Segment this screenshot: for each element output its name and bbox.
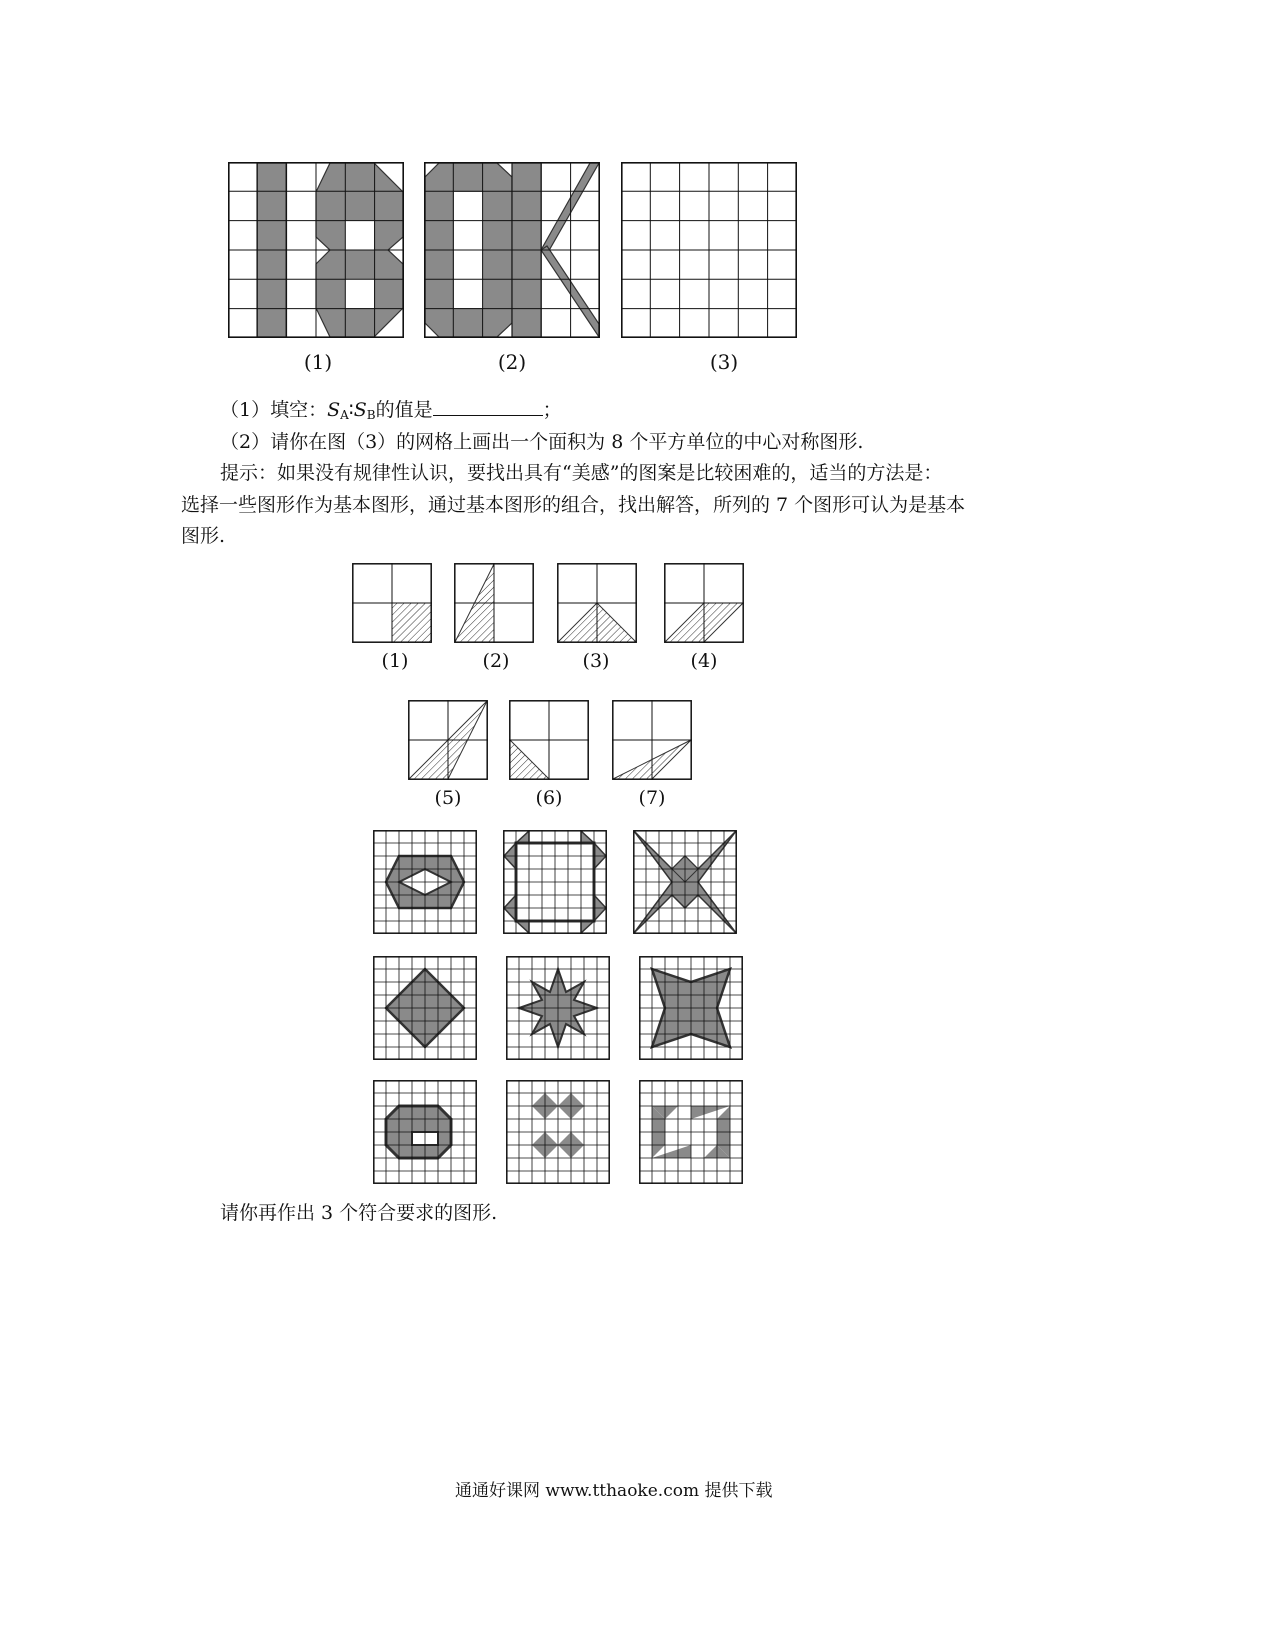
answer-blank[interactable]: [433, 397, 543, 416]
figure-1-18-grid: [228, 162, 404, 338]
figure-2-ok-grid: [424, 162, 600, 338]
figure-3-caption: (3): [709, 350, 739, 374]
example-pattern-four-diamonds: [506, 1080, 610, 1184]
basic-shape-4: [664, 563, 744, 643]
example-pattern-four-point-star: [639, 956, 743, 1060]
question-2: （2）请你在图（3）的网格上画出一个面积为 8 个平方单位的中心对称图形.: [220, 431, 864, 453]
example-pattern-square-frame: [503, 830, 607, 934]
question-1-end: ；: [542, 399, 562, 421]
figure-3-empty-grid: [621, 162, 797, 338]
example-pattern-octagon-ring: [373, 1080, 477, 1184]
question-1-prefix: （1）填空：: [220, 399, 328, 421]
basic-shape-3-caption: (3): [582, 650, 610, 672]
example-pattern-x-star: [633, 830, 737, 934]
basic-shape-6: [509, 700, 589, 780]
question-1-suffix: 的值是: [375, 399, 433, 421]
sa-subscript: A: [340, 408, 349, 422]
figure-1-caption: (1): [303, 350, 333, 374]
basic-shape-1: [352, 563, 432, 643]
basic-shape-7-caption: (7): [638, 787, 666, 809]
basic-shape-1-caption: (1): [381, 650, 409, 672]
example-pattern-eight-point-star: [506, 956, 610, 1060]
basic-shape-5-caption: (5): [434, 787, 462, 809]
question-1: [220, 395, 562, 422]
example-pattern-pinwheel: [639, 1080, 743, 1184]
sb-symbol: S: [353, 399, 367, 421]
hint-line-2: 选择一些图形作为基本图形，通过基本图形的组合，找出解答，所列的 7 个图形可认为是基本: [181, 494, 966, 516]
ratio-colon: ∶: [348, 399, 354, 421]
basic-shape-3: [557, 563, 637, 643]
basic-shape-7: [612, 700, 692, 780]
figure-2-caption: (2): [497, 350, 527, 374]
example-pattern-hexagon: [373, 830, 477, 934]
hint-line-3: 图形.: [181, 525, 226, 547]
basic-shape-4-caption: (4): [690, 650, 718, 672]
page-footer: 通通好课网 www.tthaoke.com 提供下载: [455, 1481, 773, 1501]
hint-line-1: 提示：如果没有规律性认识，要找出具有“美感”的图案是比较困难的，适当的方法是：: [220, 462, 943, 484]
basic-shape-5: [408, 700, 488, 780]
example-pattern-diamond: [373, 956, 477, 1060]
basic-shape-2: [454, 563, 534, 643]
basic-shape-6-caption: (6): [535, 787, 563, 809]
sa-symbol: S: [327, 399, 341, 421]
basic-shape-2-caption: (2): [482, 650, 510, 672]
sb-subscript: B: [366, 408, 376, 422]
closing-instruction: 请你再作出 3 个符合要求的图形.: [220, 1202, 498, 1224]
